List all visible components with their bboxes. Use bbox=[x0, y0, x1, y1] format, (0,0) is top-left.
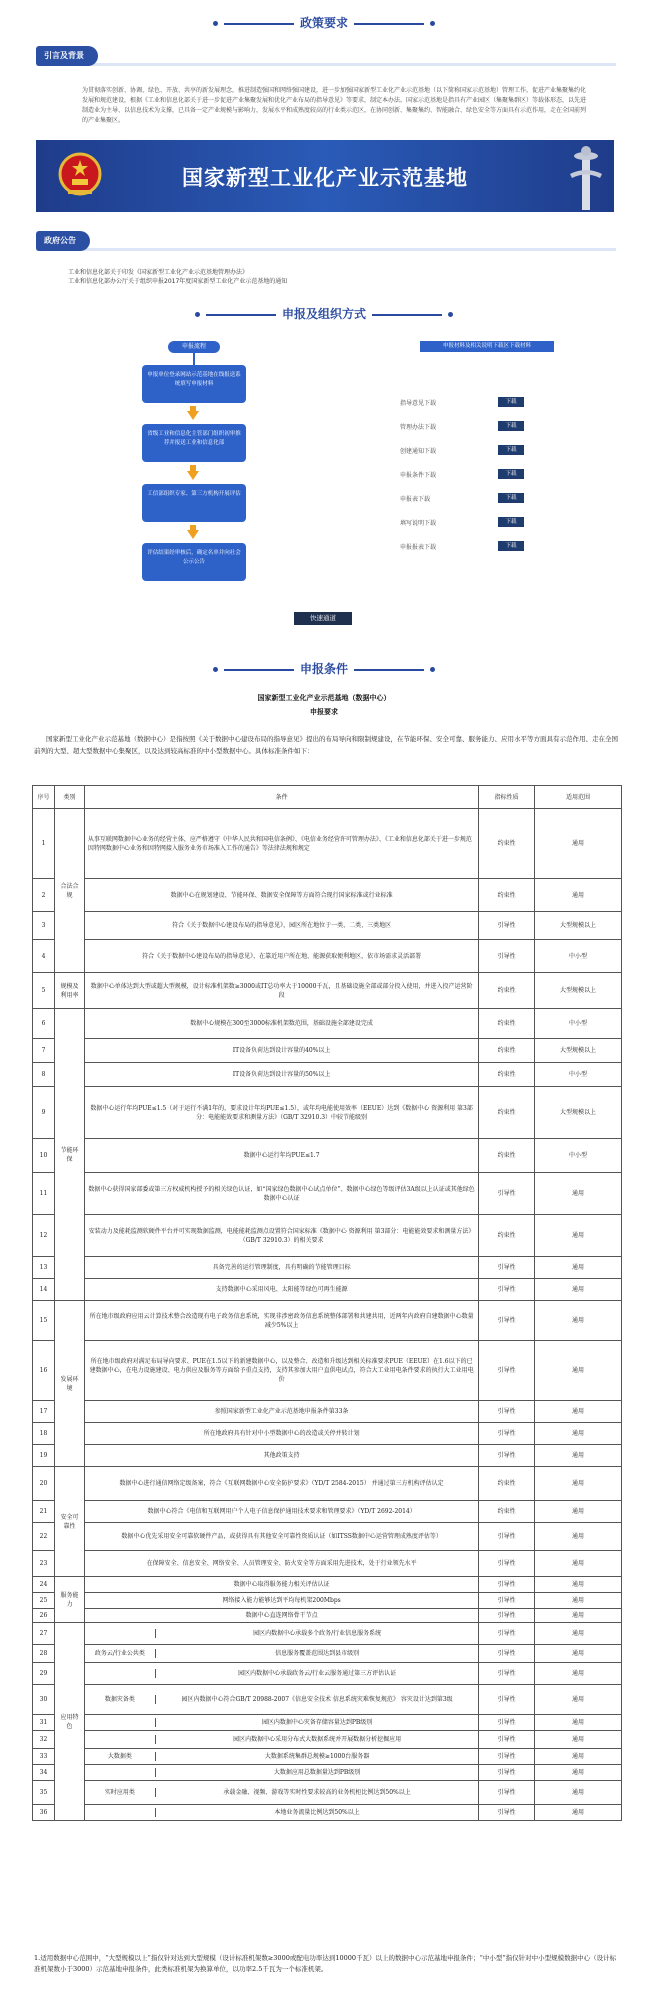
row-number: 16 bbox=[33, 1341, 55, 1401]
row-number: 21 bbox=[33, 1501, 55, 1523]
subcategory-spacer bbox=[85, 1669, 156, 1678]
nature-cell: 约束性 bbox=[479, 879, 535, 912]
table-row bbox=[33, 1173, 622, 1215]
download-button[interactable]: 下载 bbox=[498, 397, 524, 407]
title-dot bbox=[213, 21, 218, 26]
condition-cell: 大数据系统集群总规模≥1000台服务器 bbox=[264, 1753, 370, 1760]
subcategory-cell: 数据灾备类 bbox=[85, 1695, 156, 1704]
nature-cell: 约束性 bbox=[479, 1039, 535, 1063]
download-button[interactable]: 下载 bbox=[498, 541, 524, 551]
nature-cell: 引导性 bbox=[479, 1645, 535, 1663]
row-number: 8 bbox=[33, 1063, 55, 1087]
title-line bbox=[206, 314, 276, 316]
nature-cell: 引导性 bbox=[479, 1663, 535, 1685]
table-row bbox=[33, 912, 622, 940]
scope-cell: 中小型 bbox=[535, 1139, 622, 1173]
table-row bbox=[33, 940, 622, 973]
scope-cell: 大型规模以上 bbox=[535, 912, 622, 940]
scope-cell: 通用 bbox=[535, 1685, 622, 1715]
scope-cell: 通用 bbox=[535, 1341, 622, 1401]
category-cell: 应用特色 bbox=[54, 1623, 84, 1821]
nature-cell: 引导性 bbox=[479, 1401, 535, 1423]
table-row bbox=[33, 1009, 622, 1039]
row-number: 19 bbox=[33, 1445, 55, 1467]
row-number: 22 bbox=[33, 1523, 55, 1551]
condition-cell: 所在地政府具有针对中小型数据中心的改造或关停并转计划 bbox=[84, 1423, 478, 1445]
category-cell: 发展环境 bbox=[54, 1301, 84, 1467]
nature-cell: 引导性 bbox=[479, 1301, 535, 1341]
row-number: 32 bbox=[33, 1731, 55, 1749]
subcategory-cell: 政务云/行业公共类 bbox=[85, 1649, 156, 1658]
subcategory-spacer bbox=[85, 1718, 156, 1727]
conditions-table bbox=[32, 785, 622, 1821]
title-line bbox=[354, 23, 424, 25]
table-row bbox=[33, 1577, 622, 1593]
flow-arrow-icon bbox=[187, 530, 199, 539]
condition-cell: 园区内数据中心承载多个政务/行业信息服务系统 bbox=[253, 1630, 382, 1637]
download-label: 创建通知下载 bbox=[400, 448, 437, 455]
nature-cell: 约束性 bbox=[479, 1139, 535, 1173]
row-number: 34 bbox=[33, 1765, 55, 1781]
category-cell: 服务能力 bbox=[54, 1577, 84, 1623]
subcategory-cell: 实时应用类 bbox=[85, 1788, 156, 1797]
condition-cell: 数据中心符合《电信和互联网用户个人电子信息保护通用技术要求和管理要求》（YD/T 2692-2014） bbox=[84, 1501, 478, 1523]
flow-arrow-icon bbox=[187, 411, 199, 420]
nature-cell: 引导性 bbox=[479, 1279, 535, 1301]
subcategory-spacer bbox=[85, 1768, 156, 1777]
title-line bbox=[224, 23, 294, 25]
table-row bbox=[33, 1445, 622, 1467]
tag-underline bbox=[36, 248, 616, 251]
scope-cell: 通用 bbox=[535, 1805, 622, 1821]
table-row bbox=[33, 1279, 622, 1301]
download-button[interactable]: 下载 bbox=[498, 493, 524, 503]
subcategory-spacer bbox=[85, 1735, 156, 1744]
scope-cell: 通用 bbox=[535, 1257, 622, 1279]
row-number: 4 bbox=[33, 940, 55, 973]
condition-with-subcategory bbox=[84, 1781, 478, 1805]
flow-step-3: 工信部组织专家、第三方机构开展评估 bbox=[142, 484, 246, 522]
row-number: 1 bbox=[33, 809, 55, 879]
download-header: 申报材料及相关说明下载区下载材料 bbox=[420, 341, 554, 352]
row-number: 28 bbox=[33, 1645, 55, 1663]
header-cell: 适用范围 bbox=[535, 786, 622, 809]
banner bbox=[36, 140, 614, 212]
scope-cell: 通用 bbox=[535, 1765, 622, 1781]
condition-with-subcategory bbox=[84, 1685, 478, 1715]
scope-cell: 通用 bbox=[535, 1301, 622, 1341]
condition-cell: 具备完善的运行管理制度，具有明确的节能管理目标 bbox=[84, 1257, 478, 1279]
condition-with-subcategory bbox=[84, 1749, 478, 1765]
nature-cell: 引导性 bbox=[479, 1523, 535, 1551]
condition-cell: 承载金融、视频、游戏等实时性要求较高的业务机柜比例达到50%以上 bbox=[223, 1789, 411, 1796]
condition-cell: 数据中心进行通信网络定级备案，符合《互联网数据中心安全防护要求》（YD/T 2584-2015） 并通过第三方机构评估认定 bbox=[84, 1467, 478, 1501]
condition-cell: 数据中心获得国家部委或第三方权威机构授予的相关绿色认证，如“国家绿色数据中心试点单位”、数据中心绿色等级评估3A级以上认证或其他绿色数据中心认证 bbox=[84, 1173, 478, 1215]
flow-step-2: 省级工业和信息化主管部门组织初审推荐并报送工业和信息化部 bbox=[142, 424, 246, 462]
row-number: 13 bbox=[33, 1257, 55, 1279]
row-number: 36 bbox=[33, 1805, 55, 1821]
title-dot bbox=[195, 312, 200, 317]
quick-channel-button[interactable]: 快速通道 bbox=[294, 612, 352, 625]
scope-cell: 通用 bbox=[535, 1423, 622, 1445]
table-row bbox=[33, 1257, 622, 1279]
row-number: 26 bbox=[33, 1609, 55, 1623]
condition-cell: 支持数据中心采用风电、太阳能等绿色可再生能源 bbox=[84, 1279, 478, 1301]
condition-with-subcategory bbox=[84, 1645, 478, 1663]
scope-cell: 通用 bbox=[535, 1731, 622, 1749]
intro-tag: 引言及背景 bbox=[36, 46, 98, 66]
doc-title: 国家新型工业化产业示范基地（数据中心） bbox=[257, 693, 391, 702]
category-cell: 规模及利用率 bbox=[54, 973, 84, 1009]
conditions-title-text: 申报条件 bbox=[299, 662, 348, 676]
table-row bbox=[33, 1039, 622, 1063]
condition-cell: 园区内数据中心灾备存储容量达到PB级别 bbox=[261, 1719, 373, 1726]
table-row bbox=[33, 1593, 622, 1609]
nature-cell: 约束性 bbox=[479, 1215, 535, 1257]
table-row bbox=[33, 1645, 622, 1663]
scope-cell: 通用 bbox=[535, 1401, 622, 1423]
row-number: 11 bbox=[33, 1173, 55, 1215]
scope-cell: 通用 bbox=[535, 1523, 622, 1551]
header-cell: 指标性质 bbox=[479, 786, 535, 809]
table-row bbox=[33, 1731, 622, 1749]
scope-cell: 通用 bbox=[535, 1749, 622, 1765]
row-number: 18 bbox=[33, 1423, 55, 1445]
header-cell: 类别 bbox=[54, 786, 84, 809]
condition-cell: 其他政策支持 bbox=[84, 1445, 478, 1467]
row-number: 15 bbox=[33, 1301, 55, 1341]
condition-cell: 数据中心规模在300至3000标准机架数范围，基础设施全部建设完成 bbox=[84, 1009, 478, 1039]
nature-cell: 引导性 bbox=[479, 1551, 535, 1577]
table-row bbox=[33, 1423, 622, 1445]
scope-cell: 通用 bbox=[535, 1663, 622, 1685]
table-row bbox=[33, 1685, 622, 1715]
condition-cell: 所在地市级政府对满足布局导向要求、PUE在1.5以下的新建数据中心，以及整合、改造和升级达到相关标准要求PUE（EEUE）在1.6以下的已建数据中心，在电力设施建设、电力供应及服务等方面给予重点支持，支持其参加大用户直供电试点，符合大工业用电条件要求的执行大工业用电价 bbox=[84, 1341, 478, 1401]
header-cell: 条件 bbox=[84, 786, 478, 809]
table-row bbox=[33, 1609, 622, 1623]
row-number: 3 bbox=[33, 912, 55, 940]
subcategory-spacer bbox=[85, 1629, 156, 1638]
row-number: 12 bbox=[33, 1215, 55, 1257]
download-label: 申报条件下载 bbox=[400, 472, 437, 479]
row-number: 31 bbox=[33, 1715, 55, 1731]
condition-cell: 参照国家新型工业化产业示范基地申报条件第33条 bbox=[84, 1401, 478, 1423]
nature-cell: 约束性 bbox=[479, 1009, 535, 1039]
header-cell: 序号 bbox=[33, 786, 55, 809]
condition-cell: 安装动力及能耗监测软硬件平台并可实现数据监测，电能能耗监测点设置符合国家标准《数据中心 资源利用 第3部分：电能能效要求和测量方法》（GB/T 32910.3）的相关要求 bbox=[84, 1215, 478, 1257]
scope-cell: 通用 bbox=[535, 1279, 622, 1301]
download-label: 填写说明下载 bbox=[400, 520, 437, 527]
scope-cell: 中小型 bbox=[535, 1063, 622, 1087]
condition-with-subcategory bbox=[84, 1731, 478, 1749]
nature-cell: 引导性 bbox=[479, 1781, 535, 1805]
title-line bbox=[372, 314, 442, 316]
scope-cell: 通用 bbox=[535, 1715, 622, 1731]
scope-cell: 通用 bbox=[535, 1173, 622, 1215]
title-dot bbox=[448, 312, 453, 317]
scope-cell: 通用 bbox=[535, 1593, 622, 1609]
condition-cell: 数据中心运行年均PUE≤1.7 bbox=[84, 1139, 478, 1173]
nature-cell: 引导性 bbox=[479, 1445, 535, 1467]
condition-cell: 数据中心优先采用安全可靠软硬件产品，或获得具有其他安全可靠性资质认证（如ITSS数据中心运营管理成熟度评估等） bbox=[84, 1523, 478, 1551]
condition-cell: 本地业务流量比例达到50%以上 bbox=[274, 1809, 360, 1816]
scope-cell: 大型规模以上 bbox=[535, 1087, 622, 1139]
nature-cell: 引导性 bbox=[479, 1609, 535, 1623]
nature-cell: 引导性 bbox=[479, 1731, 535, 1749]
condition-cell: 从事互联网数据中心业务的经营主体，应严格遵守《中华人民共和国电信条例》、《电信业务经营许可管理办法》、《工业和信息化部关于进一步规范因特网数据中心业务和因特网接入服务业务市场准入工作的通告》等法律法规和规定 bbox=[84, 809, 478, 879]
apply-section-title bbox=[0, 305, 648, 322]
condition-cell: 园区内数据中心符合GB/T 20988-2007《信息安全技术 信息系统灾难恢复规范》 容灾设计达到第3级 bbox=[181, 1696, 453, 1703]
table-header-row bbox=[33, 786, 622, 809]
scope-cell: 通用 bbox=[535, 809, 622, 879]
nature-cell: 引导性 bbox=[479, 1423, 535, 1445]
nature-cell: 引导性 bbox=[479, 1685, 535, 1715]
row-number: 14 bbox=[33, 1279, 55, 1301]
table-row bbox=[33, 1501, 622, 1523]
nature-cell: 约束性 bbox=[479, 809, 535, 879]
condition-with-subcategory bbox=[84, 1715, 478, 1731]
scope-cell: 通用 bbox=[535, 1501, 622, 1523]
row-number: 29 bbox=[33, 1663, 55, 1685]
download-button[interactable]: 下载 bbox=[498, 421, 524, 431]
title-line bbox=[224, 669, 294, 671]
table-row bbox=[33, 1765, 622, 1781]
condition-cell: 符合《关于数据中心建设布局的指导意见》，园区所在地位于一类、二类、三类地区 bbox=[84, 912, 478, 940]
table-row bbox=[33, 1663, 622, 1685]
category-cell: 节能环保 bbox=[54, 1009, 84, 1301]
row-number: 7 bbox=[33, 1039, 55, 1063]
scope-cell: 中小型 bbox=[535, 940, 622, 973]
scope-cell: 通用 bbox=[535, 1781, 622, 1805]
conditions-section-title bbox=[0, 660, 648, 677]
nature-cell: 约束性 bbox=[479, 973, 535, 1009]
condition-cell: 数据中心单体达到大型或超大型规模，设计标准机架数≥3000或IT总功率大于10000千瓦，且基础设施全部或部分投入使用，并进入投产运营阶段 bbox=[84, 973, 478, 1009]
nature-cell: 约束性 bbox=[479, 1087, 535, 1139]
condition-cell: 信息服务覆盖范围达到县市级别 bbox=[275, 1650, 360, 1657]
title-dot bbox=[213, 667, 218, 672]
condition-cell: 大数据应用总数据量达到PB级别 bbox=[273, 1769, 361, 1776]
nature-cell: 约束性 bbox=[479, 1467, 535, 1501]
flow-connector bbox=[193, 353, 195, 365]
condition-cell: 数据中心取得服务能力相关评估认证 bbox=[84, 1577, 478, 1593]
scope-cell: 大型规模以上 bbox=[535, 1039, 622, 1063]
title-dot bbox=[430, 21, 435, 26]
scope-cell: 大型规模以上 bbox=[535, 973, 622, 1009]
doc-subtitle: 申报要求 bbox=[310, 707, 338, 716]
condition-cell: 在保障安全、信息安全、网络安全、人员管理安全、防火安全等方面采用先进技术，处于行业领先水平 bbox=[84, 1551, 478, 1577]
nature-cell: 约束性 bbox=[479, 1063, 535, 1087]
nature-cell: 引导性 bbox=[479, 940, 535, 973]
category-cell: 合法合规 bbox=[54, 809, 84, 973]
condition-cell: 网络接入能力能够达到平均每机架200Mbps bbox=[84, 1593, 478, 1609]
scope-cell: 通用 bbox=[535, 1609, 622, 1623]
nature-cell: 引导性 bbox=[479, 1715, 535, 1731]
download-label: 管理办法下载 bbox=[400, 424, 437, 431]
notice-link[interactable]: 工业和信息化部办公厅关于组织申报2017年度国家新型工业化产业示范基地的通知 bbox=[68, 278, 288, 285]
notice-tag: 政府公告 bbox=[36, 231, 90, 251]
condition-cell: 园区内数据中心采用分布式大数据系统并开展数据分析挖掘应用 bbox=[233, 1736, 402, 1743]
policy-title-text: 政策要求 bbox=[299, 16, 348, 30]
doc-intro: 国家新型工业化产业示范基地（数据中心）是指按照《关于数据中心建设布局的指导意见》提出的布局导向和限制规建设，在节能环保、安全可靠、服务能力、应用水平等方面具有示范作用、走在全国前列的大型、超大型数据中心集聚区，以及达到较高标准的中小型数据中心。具体标准条件如下： bbox=[34, 735, 618, 755]
nature-cell: 约束性 bbox=[479, 1501, 535, 1523]
scope-cell: 通用 bbox=[535, 1645, 622, 1663]
scope-cell: 通用 bbox=[535, 1467, 622, 1501]
condition-cell: 园区内数据中心承载政务云/行业云服务通过第三方评估认证 bbox=[238, 1670, 397, 1677]
table-row bbox=[33, 1715, 622, 1731]
scope-cell: 通用 bbox=[535, 1577, 622, 1593]
row-number: 9 bbox=[33, 1087, 55, 1139]
table-row bbox=[33, 973, 622, 1009]
flow-step-4: 评估结果经审核后，确定名单并向社会公示公告 bbox=[142, 543, 246, 581]
download-label: 申报报表下载 bbox=[400, 544, 437, 551]
table-row bbox=[33, 1215, 622, 1257]
table-row bbox=[33, 1781, 622, 1805]
footnote: 1.适用数据中心范围中，“大型规模以上”指仅针对达到大型规模（设计标准机架数≥3000或配电功率达到10000千瓦）以上的数据中心示范基地申报条件；“中小型”指仅针对中小型规模数据中心（设计标准机架数小于3000）示范基地申报条件，此类标准机架为换算单位，以功率2.5千瓦为一个标准机架。 bbox=[34, 1954, 617, 1973]
table-row bbox=[33, 1087, 622, 1139]
policy-section-title bbox=[0, 14, 648, 31]
download-label: 申报表下载 bbox=[400, 496, 431, 503]
nature-cell: 引导性 bbox=[479, 1765, 535, 1781]
condition-cell: IT设备负荷达到设计容量的50%以上 bbox=[84, 1063, 478, 1087]
row-number: 25 bbox=[33, 1593, 55, 1609]
table-row bbox=[33, 1551, 622, 1577]
table-row bbox=[33, 1139, 622, 1173]
table-row bbox=[33, 1467, 622, 1501]
condition-with-subcategory bbox=[84, 1623, 478, 1645]
condition-cell: IT设备负荷达到设计容量的40%以上 bbox=[84, 1039, 478, 1063]
condition-cell: 数据中心运行年均PUE≤1.5（对于运行不满1年的，要求设计年均PUE≤1.5），或年均电能使用效率（EEUE）达到《数据中心 资源利用 第3部分：电能能效要求和测量方法》（GB/T 32910.3）中较节能级别 bbox=[84, 1087, 478, 1139]
title-line bbox=[354, 669, 424, 671]
download-button[interactable]: 下载 bbox=[498, 517, 524, 527]
download-button[interactable]: 下载 bbox=[498, 445, 524, 455]
huabiao-pillar-icon bbox=[564, 144, 608, 210]
table-row bbox=[33, 879, 622, 912]
table-row bbox=[33, 1301, 622, 1341]
table-row bbox=[33, 1523, 622, 1551]
table-row bbox=[33, 1063, 622, 1087]
category-cell: 安全可靠性 bbox=[54, 1467, 84, 1577]
nature-cell: 引导性 bbox=[479, 1623, 535, 1645]
row-number: 10 bbox=[33, 1139, 55, 1173]
intro-paragraph: 为贯彻落实创新、协调、绿色、开放、共享的新发展理念，推进制造强国和网络强国建设，进一步加强国家新型工业化产业示范基地（以下简称国家示范基地）管理工作，促进产业集聚集约化发展和规范建设，根据《工业和信息化部关于进一步促进产业集聚发展和优化产业布局的指导意见》等要求，制定本办法。国家示范基地是指具有产业园区（集聚集群区）等载体形态，以先进制造业为主导、以信息技术为支撑，已具备一定产业规模与影响力，发展水平和成熟度较高的行业类示范区，在协同创新、集聚集约、智能融合、绿色安全等方面具有示范作用，走在全国前列的产业集聚区。 bbox=[82, 87, 587, 124]
table-row bbox=[33, 809, 622, 879]
scope-cell: 通用 bbox=[535, 1551, 622, 1577]
notice-link[interactable]: 工业和信息化部关于印发《国家新型工业化产业示范基地管理办法》 bbox=[68, 269, 249, 276]
title-dot bbox=[430, 667, 435, 672]
row-number: 6 bbox=[33, 1009, 55, 1039]
row-number: 33 bbox=[33, 1749, 55, 1765]
nature-cell: 引导性 bbox=[479, 912, 535, 940]
row-number: 35 bbox=[33, 1781, 55, 1805]
condition-with-subcategory bbox=[84, 1765, 478, 1781]
row-number: 2 bbox=[33, 879, 55, 912]
condition-cell: 数据中心在规划建设、节能环保、数据安全保障等方面符合现行国家标准或行业标准 bbox=[84, 879, 478, 912]
download-label: 指导意见下载 bbox=[400, 400, 437, 407]
row-number: 17 bbox=[33, 1401, 55, 1423]
subcategory-cell: 大数据类 bbox=[85, 1752, 156, 1761]
nature-cell: 引导性 bbox=[479, 1173, 535, 1215]
row-number: 30 bbox=[33, 1685, 55, 1715]
scope-cell: 通用 bbox=[535, 1445, 622, 1467]
table-row bbox=[33, 1401, 622, 1423]
banner-title: 国家新型工业化产业示范基地 bbox=[182, 166, 468, 190]
scope-cell: 通用 bbox=[535, 1215, 622, 1257]
table-row bbox=[33, 1805, 622, 1821]
row-number: 5 bbox=[33, 973, 55, 1009]
condition-cell: 符合《关于数据中心建设布局的指导意见》，在靠近用户所在地、能源获取便利地区，依市场需求灵活部署 bbox=[84, 940, 478, 973]
condition-with-subcategory bbox=[84, 1663, 478, 1685]
download-button[interactable]: 下载 bbox=[498, 469, 524, 479]
row-number: 20 bbox=[33, 1467, 55, 1501]
flow-step-1: 申报单位登录网站示范基地在线报送系统填写申报材料 bbox=[142, 365, 246, 403]
scope-cell: 通用 bbox=[535, 879, 622, 912]
flow-arrow-icon bbox=[187, 471, 199, 480]
nature-cell: 引导性 bbox=[479, 1749, 535, 1765]
condition-with-subcategory bbox=[84, 1805, 478, 1821]
condition-cell: 数据中心直连网络骨干节点 bbox=[84, 1609, 478, 1623]
flow-header: 申报流程 bbox=[168, 341, 220, 353]
row-number: 27 bbox=[33, 1623, 55, 1645]
nature-cell: 引导性 bbox=[479, 1577, 535, 1593]
row-number: 24 bbox=[33, 1577, 55, 1593]
row-number: 23 bbox=[33, 1551, 55, 1577]
subcategory-spacer bbox=[85, 1808, 156, 1817]
nature-cell: 引导性 bbox=[479, 1805, 535, 1821]
nature-cell: 引导性 bbox=[479, 1593, 535, 1609]
nature-cell: 引导性 bbox=[479, 1341, 535, 1401]
table-row bbox=[33, 1623, 622, 1645]
table-row bbox=[33, 1749, 622, 1765]
notice-list bbox=[68, 268, 468, 286]
condition-cell: 所在地市级政府应用云计算技术整合改造现有电子政务信息系统，实现非涉密政务信息系统整体部署和共建共用，近两年内政府自建数据中心数量减少5%以上 bbox=[84, 1301, 478, 1341]
nature-cell: 引导性 bbox=[479, 1257, 535, 1279]
scope-cell: 通用 bbox=[535, 1623, 622, 1645]
table-row bbox=[33, 1341, 622, 1401]
apply-title-text: 申报及组织方式 bbox=[281, 307, 366, 321]
tag-underline bbox=[36, 63, 616, 66]
scope-cell: 中小型 bbox=[535, 1009, 622, 1039]
